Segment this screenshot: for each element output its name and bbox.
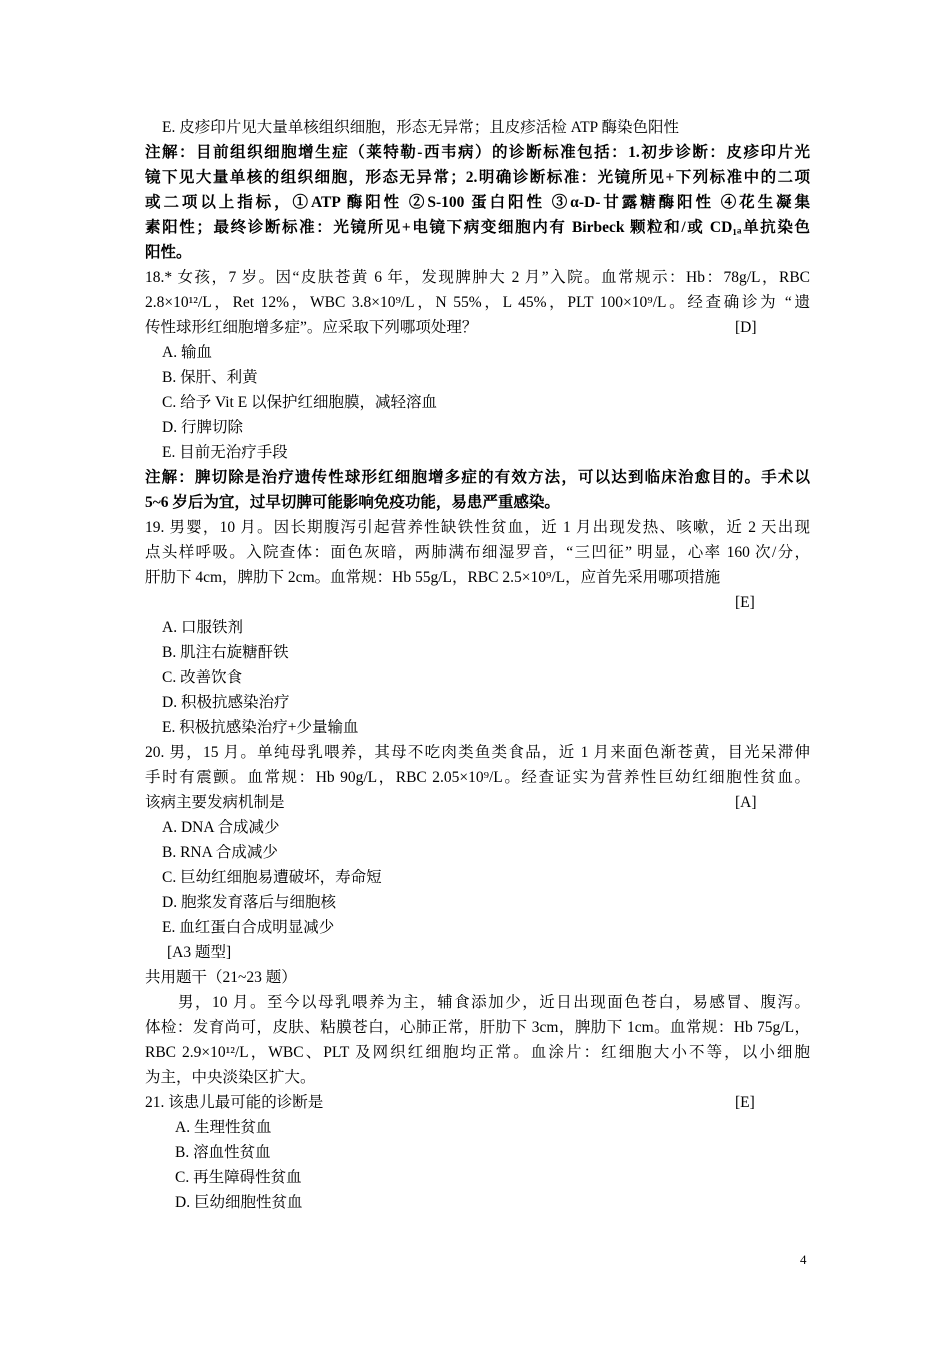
question-20-stem-line: 手时有震颤。血常规：Hb 90g/L，RBC 2.05×10⁹/L。经查证实为营养性巨幼红细胞性贫血。	[145, 769, 810, 786]
question-18-stem-line	[145, 315, 810, 340]
page-number: 4	[800, 1252, 807, 1267]
question-18-note-line: 注解：脾切除是治疗遗传性球形红细胞增多症的有效方法，可以达到临床治愈目的。手术以	[145, 469, 810, 486]
question-21-answer-key: [E]	[735, 1094, 755, 1111]
question-20-option-c: C. 巨幼红细胞易遭破坏，寿命短	[162, 869, 382, 886]
question-18-option-c: C. 给予 Vit E 以保护红细胞膜，减轻溶血	[162, 394, 438, 411]
question-18-option-a: A. 输血	[162, 344, 212, 361]
question-18-option-e: E. 目前无治疗手段	[162, 444, 288, 461]
question-21-option-b: B. 溶血性贫血	[175, 1144, 271, 1161]
page-content	[145, 115, 810, 1215]
option-e: E. 皮疹印片见大量单核组织细胞，形态无异常；且皮疹活检 ATP 酶染色阳性	[162, 119, 679, 136]
shared-stem-title: 共用题干（21~23 题）	[145, 969, 297, 986]
question-19-stem-line: 点头样呼吸。入院查体：面色灰暗，两肺满布细湿罗音，“三凹征” 明显，心率 160 次/分，	[145, 544, 810, 561]
question-20-option-b: B. RNA 合成减少	[162, 844, 278, 861]
shared-stem-line: RBC 2.9×10¹²/L，WBC、PLT 及网织红细胞均正常。血涂片：红细胞大小不等，以小细胞	[145, 1044, 810, 1061]
question-21-stem-line	[145, 1090, 810, 1115]
question-20-stem-line: 20. 男，15 月。单纯母乳喂养，其母不吃肉类鱼类食品，近 1 月来面色渐苍黄，目光呆滞伸	[145, 744, 810, 761]
question-19-stem-line: 肝肋下 4cm，脾肋下 2cm。血常规：Hb 55g/L，RBC 2.5×10⁹/L，应首先采用哪项措施	[145, 569, 721, 586]
question-19-answer-key: [E]	[735, 594, 755, 611]
question-20-stem-text: 该病主要发病机制是	[145, 794, 285, 811]
note-line: 注解：目前组织细胞增生症（莱特勒-西韦病）的诊断标准包括：1.初步诊断：皮疹印片光	[145, 144, 810, 161]
question-20-option-e: E. 血红蛋白合成明显减少	[162, 919, 335, 936]
question-18-option-d: D. 行脾切除	[162, 419, 243, 436]
question-21-option-d: D. 巨幼细胞性贫血	[175, 1194, 303, 1211]
note-line: 阳性。	[145, 244, 192, 261]
question-19-option-c: C. 改善饮食	[162, 669, 243, 686]
question-18-option-b: B. 保肝、利黄	[162, 369, 258, 386]
question-20-answer-key: [A]	[735, 794, 757, 811]
shared-stem-line: 男，10 月。至今以母乳喂养为主，辅食添加少，近日出现面色苍白，易感冒、腹泻。	[178, 994, 810, 1011]
shared-stem-line: 体检：发育尚可，皮肤、粘膜苍白，心肺正常，肝肋下 3cm，脾肋下 1cm。血常规：Hb 75g/L，	[145, 1019, 810, 1036]
question-19-stem-line: 19. 男婴，10 月。因长期腹泻引起营养性缺铁性贫血，近 1 月出现发热、咳嗽，近 2 天出现	[145, 519, 810, 536]
question-18-stem-line: 18.* 女孩，7 岁。因“皮肤苍黄 6 年，发现脾肿大 2 月”入院。血常规示：Hb：78g/L，RBC	[145, 269, 810, 286]
question-19-option-d: D. 积极抗感染治疗	[162, 694, 290, 711]
question-21-option-a: A. 生理性贫血	[175, 1119, 272, 1136]
question-18-note-line: 5~6 岁后为宜，过早切脾可能影响免疫功能，易患严重感染。	[145, 494, 560, 511]
question-18-answer-key: [D]	[735, 319, 757, 336]
question-21-option-c: C. 再生障碍性贫血	[175, 1169, 302, 1186]
question-20-stem-line	[145, 790, 810, 815]
note-line: 素阳性；最终诊断标准：光镜所见+电镜下病变细胞内有 Birbeck 颗粒和/或 CD₁ₐ单抗染色	[145, 219, 810, 236]
question-21-stem-text: 21. 该患儿最可能的诊断是	[145, 1094, 324, 1111]
shared-stem-line: 为主，中央淡染区扩大。	[145, 1069, 316, 1086]
question-20-option-a: A. DNA 合成减少	[162, 819, 280, 836]
question-19-answer-line	[145, 590, 810, 615]
question-20-option-d: D. 胞浆发育落后与细胞核	[162, 894, 336, 911]
question-18-stem-line: 2.8×10¹²/L，Ret 12%，WBC 3.8×10⁹/L，N 55%，L 45%，PLT 100×10⁹/L。经查确诊为 “遗	[145, 294, 810, 311]
question-type-label: [A3 题型]	[167, 944, 232, 961]
question-19-option-b: B. 肌注右旋糖酐铁	[162, 644, 289, 661]
question-18-stem-text: 传性球形红细胞增多症”。应采取下列哪项处理？	[145, 319, 478, 336]
note-line: 镜下见大量单核的组织细胞，形态无异常；2.明确诊断标准：光镜所见+下列标准中的二项	[145, 169, 810, 186]
question-19-option-a: A. 口服铁剂	[162, 619, 243, 636]
note-line: 或二项以上指标，①ATP 酶阳性 ②S-100 蛋白阳性 ③α-D-甘露糖酶阳性 ④花生凝集	[145, 194, 810, 211]
question-19-option-e: E. 积极抗感染治疗+少量输血	[162, 719, 359, 736]
